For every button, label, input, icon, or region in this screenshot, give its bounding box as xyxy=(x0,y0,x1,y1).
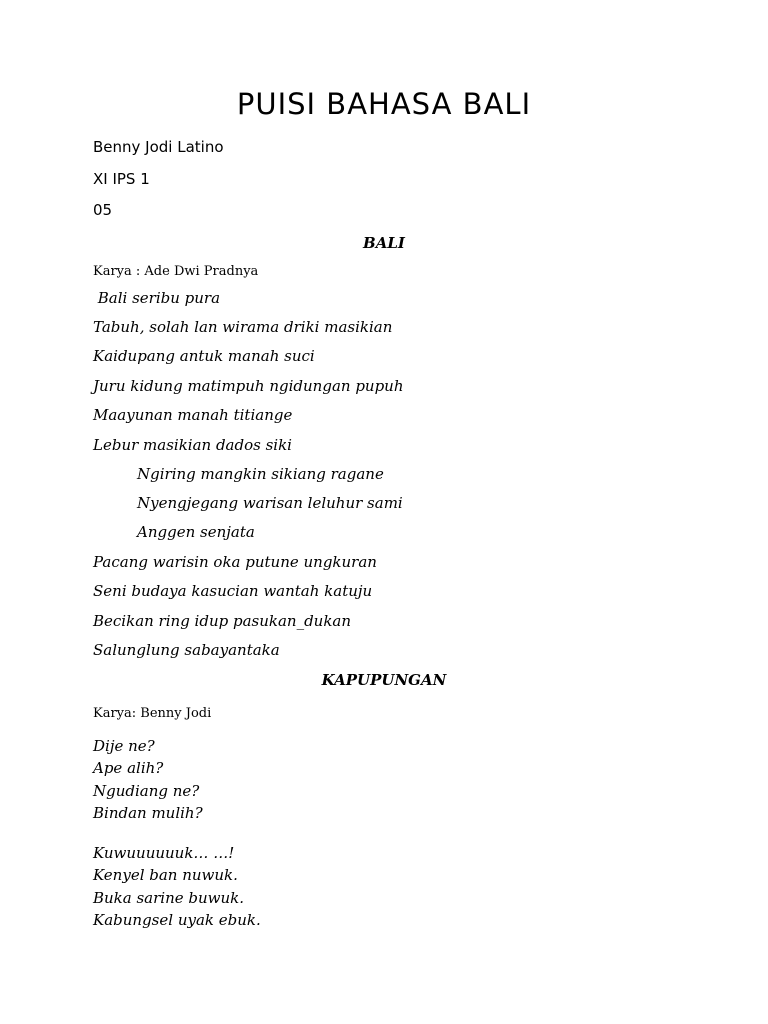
poem-line: Kenyel ban nuwuk. xyxy=(93,866,238,885)
stanza xyxy=(93,842,261,931)
poem-line: Ape alih? xyxy=(93,759,164,778)
poem-line: Dije ne? xyxy=(93,737,155,755)
poem-line: Becikan ring idup pasukan_dukan xyxy=(93,612,352,630)
poem-line: Salunglung sabayantaka xyxy=(93,641,280,659)
poem-title-bali: BALI xyxy=(363,234,405,252)
poem-line: Ngudiang ne? xyxy=(93,781,200,800)
poem-line: Anggen senjata xyxy=(137,523,255,541)
poem-title-kapupungan: KAPUPUNGAN xyxy=(321,671,447,689)
poem-line: Buka sarine buwuk. xyxy=(93,888,245,907)
poem-author: Karya : Ade Dwi Pradnya xyxy=(93,264,259,279)
poem-line: Kuwuuuuuuk… …! xyxy=(93,844,235,862)
poem-line: Bali seribu pura xyxy=(93,289,221,307)
poem-line: Tabuh, solah lan wirama driki masikian xyxy=(93,318,393,336)
poem-author: Karya: Benny Jodi xyxy=(93,706,212,721)
poem-line: Pacang warisin oka putune ungkuran xyxy=(93,553,377,571)
poem-line: Kabungsel uyak ebuk. xyxy=(93,910,261,929)
document-title: PUISI BAHASA BALI xyxy=(236,87,532,121)
poem-line: Maayunan manah titiange xyxy=(93,406,293,424)
poem-line: Juru kidung matimpuh ngidungan pupuh xyxy=(93,377,404,395)
student-name: Benny Jodi Latino xyxy=(93,138,224,156)
poem-line: Ngiring mangkin sikiang ragane xyxy=(137,465,384,483)
stanza xyxy=(93,735,203,824)
student-class: XI IPS 1 xyxy=(93,170,150,188)
poem-line: Seni budaya kasucian wantah katuju xyxy=(93,582,373,600)
poem-line: Kaidupang antuk manah suci xyxy=(93,347,315,365)
poem-line: Lebur masikian dados siki xyxy=(93,436,292,454)
poem-line: Bindan mulih? xyxy=(93,803,203,822)
student-number: 05 xyxy=(93,201,113,219)
poem-line: Nyengjegang warisan leluhur sami xyxy=(137,494,403,512)
